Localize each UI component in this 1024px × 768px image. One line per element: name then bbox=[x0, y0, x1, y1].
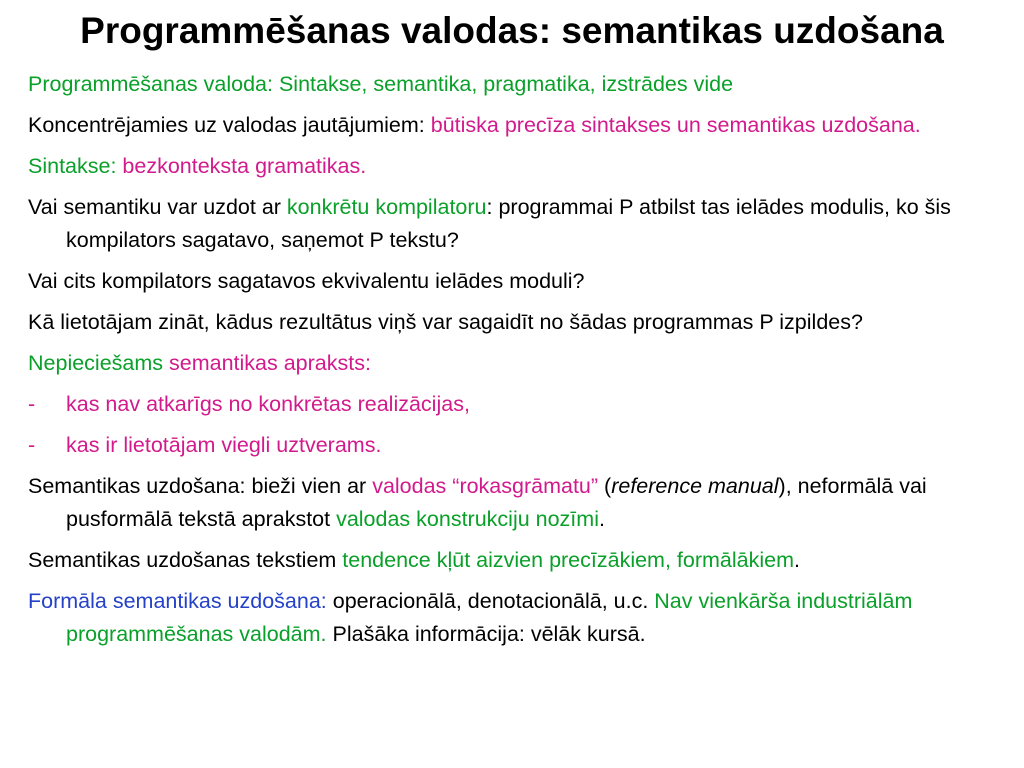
text-segment: Koncentrējamies uz valodas jautājumiem: bbox=[28, 113, 431, 137]
paragraph bbox=[28, 191, 1003, 257]
text-segment: : programmai P atbilst tas ielādes modulis, ko šis kompilators sagatavo, saņemot P tekstu? bbox=[66, 195, 951, 252]
paragraph bbox=[28, 585, 1003, 651]
paragraph bbox=[28, 150, 1003, 183]
text-segment: tendence kļūt aizvien precīzākiem, formālākiem bbox=[342, 548, 794, 572]
text-segment: Vai cits kompilators sagatavos ekvivalentu ielādes moduli? bbox=[28, 269, 585, 293]
paragraph bbox=[28, 306, 1003, 339]
paragraph bbox=[28, 265, 1003, 298]
dash-bullet: - bbox=[28, 392, 36, 416]
text-segment: kas ir lietotājam viegli uztverams. bbox=[66, 433, 382, 457]
text-segment: Vai semantiku var uzdot ar bbox=[28, 195, 287, 219]
bullet-item bbox=[28, 429, 1003, 462]
text-segment: Sintakse: bbox=[28, 154, 123, 178]
text-segment: kas nav atkarīgs no konkrētas realizācijas, bbox=[66, 392, 470, 416]
text-segment: reference manual bbox=[611, 474, 779, 498]
slide-body bbox=[28, 68, 1003, 659]
text-segment: Kā lietotājam zināt, kādus rezultātus viņš var sagaidīt no šādas programmas P izpildes? bbox=[28, 310, 863, 334]
paragraph bbox=[28, 347, 1003, 380]
paragraph bbox=[28, 470, 1003, 536]
text-segment: konkrētu kompilatoru bbox=[286, 195, 487, 219]
text-segment: ), neformālā vai pusformālā tekstā aprakstot bbox=[66, 474, 927, 531]
text-segment: bezkonteksta gramatikas. bbox=[122, 154, 367, 178]
paragraph bbox=[28, 109, 1003, 142]
text-segment: Semantikas uzdošana: bieži vien ar bbox=[28, 474, 373, 498]
text-segment: operacionālā, denotacionālā, u.c. bbox=[326, 589, 655, 613]
dash-bullet: - bbox=[28, 433, 36, 457]
text-segment: Semantikas uzdošanas tekstiem bbox=[28, 548, 343, 572]
text-segment: semantikas apraksts: bbox=[169, 351, 371, 375]
text-segment: . bbox=[794, 548, 800, 572]
text-segment: Nav vienkārša industriālām programmēšanas valodām. bbox=[66, 589, 913, 646]
bullet-item bbox=[28, 388, 1003, 421]
text-segment: Plašāka informācija: vēlāk kursā. bbox=[326, 622, 646, 646]
text-segment: valodas “rokasgrāmatu” bbox=[372, 474, 599, 498]
text-segment: Nepieciešams bbox=[28, 351, 169, 375]
text-segment: Formāla semantikas uzdošana: bbox=[28, 589, 327, 613]
paragraph bbox=[28, 544, 1003, 577]
paragraph bbox=[28, 68, 1003, 101]
text-segment: ( bbox=[598, 474, 612, 498]
slide-title: Programmēšanas valodas: semantikas uzdošana bbox=[80, 10, 944, 51]
text-segment: valodas konstrukciju nozīmi bbox=[336, 507, 599, 531]
text-segment: . bbox=[598, 507, 605, 531]
text-segment: Programmēšanas valoda: Sintakse, semantika, pragmatika, izstrādes vide bbox=[28, 72, 734, 96]
text-segment: būtiska precīza sintakses un semantikas uzdošana. bbox=[430, 113, 921, 137]
